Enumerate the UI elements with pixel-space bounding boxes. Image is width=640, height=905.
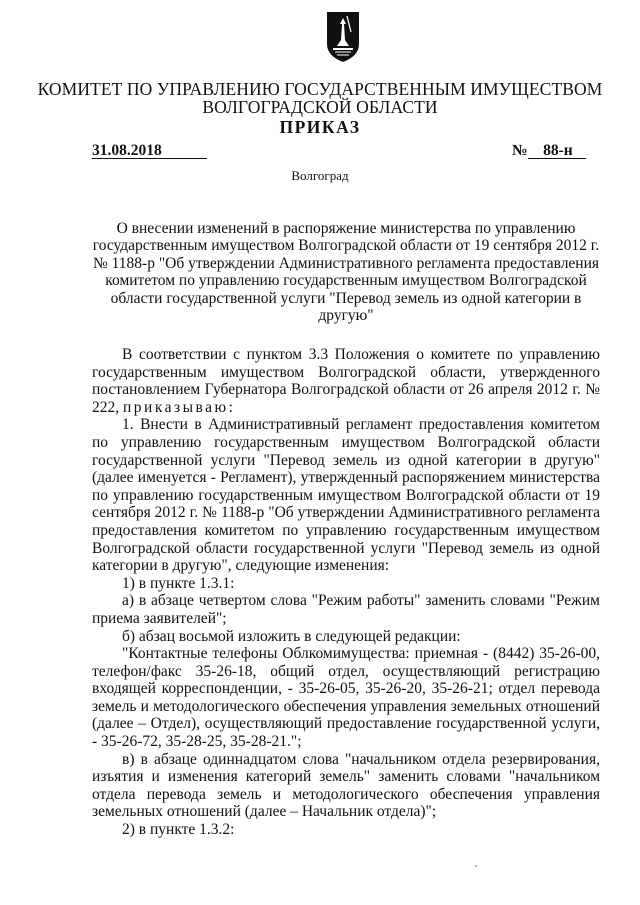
paragraph-3: а) в абзаце четвертом слова "Режим работы" заменить словами "Режим приема заявителей"; (92, 592, 600, 627)
org-name-line1: КОМИТЕТ ПО УПРАВЛЕНИЮ ГОСУДАРСТВЕННЫМ ИМУЩЕСТВОМ (37, 79, 603, 99)
date-underline (92, 158, 207, 159)
number-underline (528, 158, 586, 159)
intro-paragraph (92, 346, 600, 416)
document-type: ПРИКАЗ (279, 117, 361, 137)
paragraph-1: 1. Внести в Административный регламент предоставления комитетом по управлению государственным имуществом Волгоградской области государственной услуги "Перевод земель из одной категории в другую" (далее именуется - Регламент), утвержденный распоряжением министерства по управлению государственным имуществом Волгоградской области от 19 сентября 2012 г. № 1188-р "Об утверждении Административного регламента предоставления комитетом по управлению государственным имуществом Волгоградской области государственной услуги "Перевод земель из одной категории в другую", следующие изменения: (92, 416, 600, 575)
order-date: 31.08.2018 (92, 142, 162, 159)
scan-speck (475, 865, 477, 867)
order-body (92, 346, 600, 839)
order-subject: О внесении изменений в распоряжение министерства по управлению государственным имуществом Волгоградской области от 19 сентября 2012 г. № 1188-р "Об утверждении Административного регламента предоставления комитетом по управлению государственным имуществом Волгоградской области государственной услуги "Перевод земель из одной категории в другую" (92, 220, 600, 325)
paragraph-2: 1) в пункте 1.3.1: (122, 574, 235, 592)
coat-of-arms-icon (325, 10, 361, 64)
order-word: приказываю: (123, 398, 236, 416)
paragraph-4: б) абзац восьмой изложить в следующей редакции: (122, 627, 461, 645)
number-prefix: № (512, 142, 528, 159)
city: Волгоград (291, 168, 349, 183)
intro-text: В соответствии с пунктом 3.3 Положения о комитете по управлению государственным имуществом Волгоградской области, утвержденного постановлением Губернатора Волгоградской области от 26 апреля 2012 г. № 222, (92, 346, 600, 416)
paragraph-7: 2) в пункте 1.3.2: (122, 821, 235, 839)
org-name-line2: ВОЛГОГРАДСКОЙ ОБЛАСТИ (202, 97, 438, 117)
number-value: 88-н (543, 142, 573, 159)
paragraph-6: в) в абзаце одиннадцатом слова "начальником отдела резервирования, изъятия и изменения категорий земель" заменить словами "начальником отдела перевода земель и методологического обеспечения управления земельных отношений (далее – Начальник отдела)"; (92, 750, 600, 821)
paragraph-5: "Контактные телефоны Облкомимущества: приемная - (8442) 35-26-00, телефон/факс 35-26-18, общий отдел, осуществляющий регистрацию входящей корреспонденции, - 35-26-05, 35-26-20, 35-26-21; отдел перевода земель и методологического обеспечения управления земельных отношений (далее – Отдел), осуществляющий предоставление государственной услуги, - 35-26-72, 35-28-25, 35-28-21."; (92, 645, 600, 751)
